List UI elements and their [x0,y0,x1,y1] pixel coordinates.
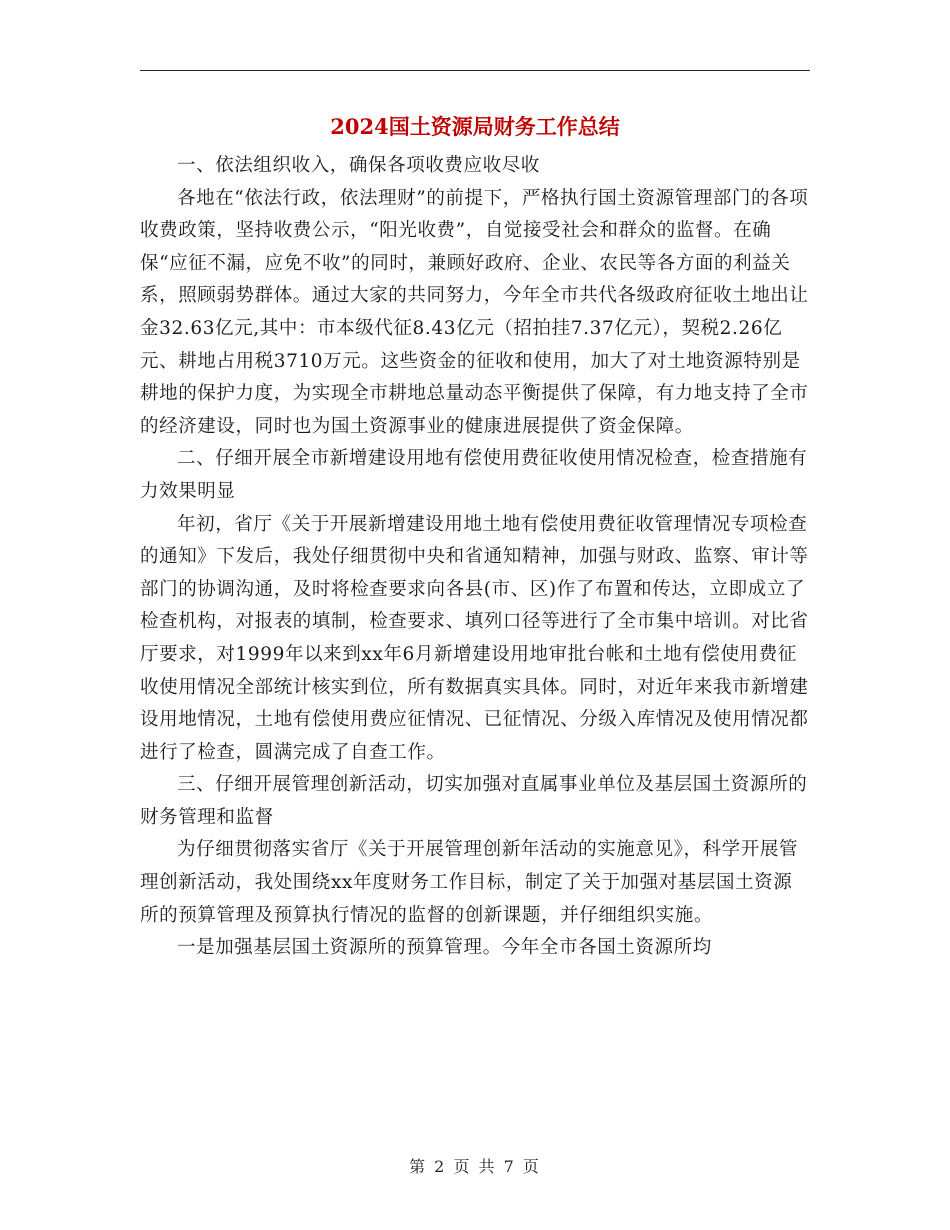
header-rule [140,70,810,71]
section-heading-3: 三、仔细开展管理创新活动，切实加强对直属事业单位及基层国土资源所的财务管理和监督 [140,774,808,828]
document-body [140,150,810,965]
body-paragraph-1: 各地在“依法行政，依法理财”的前提下，严格执行国土资源管理部门的各项收费政策，坚持收费公示，“阳光收费”，自觉接受社会和群众的监督。在确保“应征不漏，应免不收”的同时，兼顾好政府、企业、农民等各方面的利益关系，照顾弱势群体。通过大家的共同努力，今年全市共代各级政府征收土地出让金32.63亿元,其中：市本级代征8.43亿元（招拍挂7.37亿元），契税2.26亿元、耕地占用税3710万元。这些资金的征收和使用，加大了对土地资源特别是耕地的保护力度，为实现全市耕地总量动态平衡提供了保障，有力地支持了全市的经济建设，同时也为国土资源事业的健康进展提供了资金保障。 [140,187,809,437]
page-number: 第 2 页 共 7 页 [409,1157,541,1176]
body-paragraph-3: 为仔细贯彻落实省厅《关于开展管理创新年活动的实施意见》，科学开展管理创新活动，我处围绕xx年度财务工作目标，制定了关于加强对基层国土资源所的预算管理及预算执行情况的监督的创新课题，并仔细组织实施。 [140,839,799,926]
page-footer [0,1154,950,1177]
body-paragraph-2: 年初，省厅《关于开展新增建设用地土地有偿使用费征收管理情况专项检查的通知》下发后，我处仔细贯彻中央和省通知精神，加强与财政、监察、审计等部门的协调沟通，及时将检查要求向各县(市、区)作了布置和传达，立即成立了检查机构，对报表的填制，检查要求、填列口径等进行了全市集中培训。对比省厅要求，对1999年以来到xx年6月新增建设用地审批台帐和土地有偿使用费征收使用情况全部统计核实到位，所有数据真实具体。同时，对近年来我市新增建设用地情况，土地有偿使用费应征情况、已征情况、分级入库情况及使用情况都进行了检查，圆满完成了自查工作。 [140,513,809,763]
body-paragraph-4: 一是加强基层国土资源所的预算管理。今年全市各国土资源所均 [177,937,712,959]
section-heading-1: 一、依法组织收入，确保各项收费应收尽收 [177,155,540,176]
section-heading-2: 二、仔细开展全市新增建设用地有偿使用费征收使用情况检查，检查措施有力效果明显 [140,448,808,502]
document-title: 2024国土资源局财务工作总结 [330,114,620,139]
